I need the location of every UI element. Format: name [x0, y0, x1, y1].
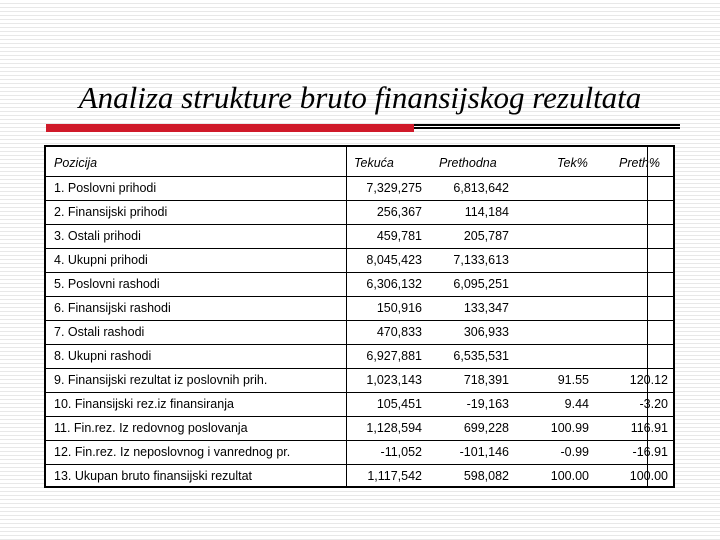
row-previous-pct: -3.20	[639, 397, 668, 411]
row-previous-value: 718,391	[463, 373, 509, 387]
row-label: 12. Fin.rez. Iz neposlovnog i vanrednog pr.	[54, 445, 291, 459]
row-label: 8. Ukupni rashodi	[54, 349, 152, 363]
row-previous-value: 205,787	[463, 229, 509, 243]
table-row	[46, 344, 673, 368]
row-previous-pct: -16.91	[632, 445, 668, 459]
row-previous-value: 6,095,251	[453, 277, 509, 291]
row-label: 13. Ukupan bruto finansijski rezultat	[54, 469, 253, 483]
table-row	[46, 200, 673, 224]
row-label: 5. Poslovni rashodi	[54, 277, 160, 291]
row-current-pct: 9.44	[564, 397, 589, 411]
row-label: 2. Finansijski prihodi	[54, 205, 168, 219]
table-row	[46, 416, 673, 440]
row-current-value: 1,023,143	[366, 373, 422, 387]
row-previous-value: 114,184	[464, 205, 509, 219]
row-current-value: 105,451	[376, 397, 422, 411]
row-previous-pct: 100.00	[629, 469, 668, 483]
row-previous-value: -19,163	[466, 397, 509, 411]
header-position: Pozicija	[54, 156, 98, 170]
row-current-value: 8,045,423	[366, 253, 422, 267]
table-row	[46, 296, 673, 320]
row-previous-value: 598,082	[463, 469, 509, 483]
row-current-value: 7,329,275	[366, 181, 422, 195]
financial-structure-table	[44, 145, 675, 488]
row-current-value: 459,781	[376, 229, 422, 243]
row-current-pct: 91.55	[557, 373, 589, 387]
table-row	[46, 224, 673, 248]
row-previous-value: 6,535,531	[453, 349, 509, 363]
row-label: 11. Fin.rez. Iz redovnog poslovanja	[54, 421, 248, 435]
row-current-value: 1,117,542	[367, 469, 422, 483]
row-label: 9. Finansijski rezultat iz poslovnih prih.	[54, 373, 268, 387]
row-label: 6. Finansijski rashodi	[54, 301, 171, 315]
row-current-value: 1,128,594	[366, 421, 422, 435]
title-accent-bar	[46, 124, 414, 132]
row-previous-value: 7,133,613	[453, 253, 509, 267]
table-row	[46, 320, 673, 344]
table-row	[46, 176, 673, 200]
header-current-pct: Tek%	[557, 156, 588, 170]
slide-title: Analiza strukture bruto finansijskog rezultata	[78, 80, 642, 115]
table-row	[46, 248, 673, 272]
row-current-pct: -0.99	[560, 445, 589, 459]
table-row	[46, 464, 673, 488]
header-previous-pct: Preth%	[619, 156, 660, 170]
row-current-value: 6,306,132	[366, 277, 422, 291]
header-row	[46, 151, 673, 175]
title-underline-right	[414, 127, 680, 129]
row-previous-value: 699,228	[463, 421, 509, 435]
table-row	[46, 368, 673, 392]
row-label: 10. Finansijski rez.iz finansiranja	[54, 397, 234, 411]
row-label: 4. Ukupni prihodi	[54, 253, 148, 267]
row-current-value: -11,052	[380, 445, 422, 459]
row-current-pct: 100.00	[550, 469, 589, 483]
row-previous-pct: 116.91	[630, 421, 668, 435]
row-current-pct: 100.99	[550, 421, 589, 435]
table-row	[46, 440, 673, 464]
row-current-value: 150,916	[376, 301, 422, 315]
table-row	[46, 272, 673, 296]
row-label: 7. Ostali rashodi	[54, 325, 145, 339]
row-previous-value: 133,347	[463, 301, 509, 315]
row-current-value: 256,367	[376, 205, 422, 219]
table-row	[46, 392, 673, 416]
row-previous-pct: 120.12	[629, 373, 668, 387]
row-previous-value: 6,813,642	[453, 181, 509, 195]
header-current: Tekuća	[354, 156, 394, 170]
row-previous-value: 306,933	[463, 325, 509, 339]
row-label: 1. Poslovni prihodi	[54, 181, 157, 195]
row-previous-value: -101,146	[459, 445, 509, 459]
row-current-value: 470,833	[376, 325, 422, 339]
row-current-value: 6,927,881	[366, 349, 422, 363]
header-previous: Prethodna	[439, 156, 497, 170]
row-label: 3. Ostali prihodi	[54, 229, 141, 243]
